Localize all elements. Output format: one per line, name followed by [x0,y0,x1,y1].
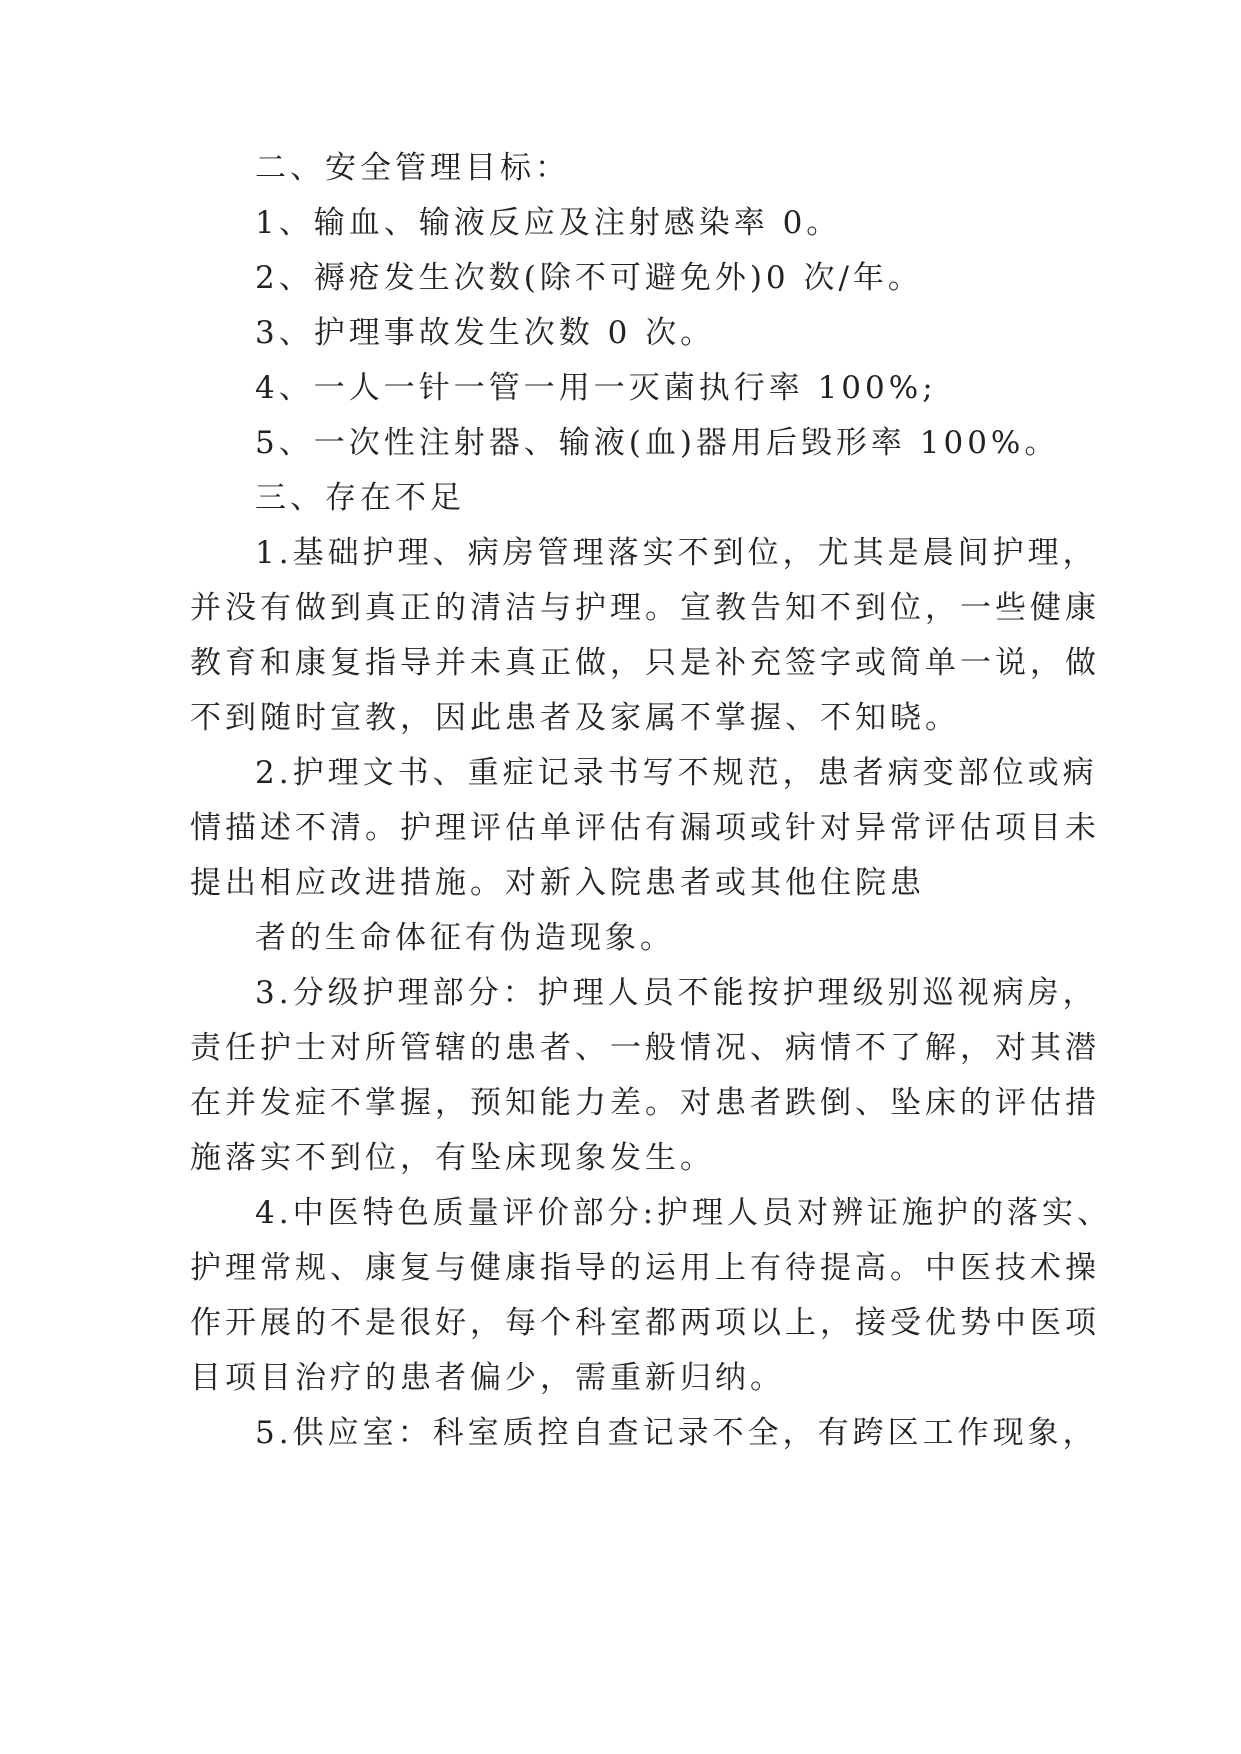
paragraph-5-line-1: 5.供应室：科室质控自查记录不全，有跨区工作现象， [255,1415,1098,1451]
paragraph-1-line-1: 1.基础护理、病房管理落实不到位，尤其是晨间护理， [255,535,1098,571]
goal-item-5: 5、一次性注射器、输液(血)器用后毁形率 100%。 [255,425,1060,461]
goal-item-4: 4、一人一针一管一用一灭菌执行率 100%; [255,370,937,406]
paragraph-3-line-3: 在并发症不掌握，预知能力差。对患者跌倒、坠床的评估措 [190,1085,1100,1121]
paragraph-3-line-1: 3.分级护理部分：护理人员不能按护理级别巡视病房， [255,975,1098,1011]
paragraph-4-line-1: 4.中医特色质量评价部分:护理人员对辨证施护的落实、 [255,1195,1113,1231]
paragraph-4-line-3: 作开展的不是很好，每个科室都两项以上，接受优势中医项 [190,1305,1100,1341]
goal-item-1: 1、输血、输液反应及注射感染率 0。 [255,205,842,241]
section-heading-safety-goals: 二、安全管理目标： [255,150,570,186]
paragraph-2-line-4: 者的生命体征有伪造现象。 [255,920,675,956]
paragraph-4-line-4: 目项目治疗的患者偏少，需重新归纳。 [190,1360,785,1396]
paragraph-2-line-1: 2.护理文书、重症记录书写不规范，患者病变部位或病 [255,755,1098,791]
paragraph-2-line-3: 提出相应改进措施。对新入院患者或其他住院患 [190,865,925,901]
paragraph-2-line-2: 情描述不清。护理评估单评估有漏项或针对异常评估项目未 [190,810,1100,846]
section-heading-shortcomings: 三、存在不足 [255,480,465,516]
paragraph-1-line-4: 不到随时宣教，因此患者及家属不掌握、不知晓。 [190,700,960,736]
goal-item-2: 2、褥疮发生次数(除不可避免外)0 次/年。 [255,260,923,296]
goal-item-3: 3、护理事故发生次数 0 次。 [255,315,716,351]
paragraph-3-line-2: 责任护士对所管辖的患者、一般情况、病情不了解，对其潜 [190,1030,1100,1066]
paragraph-1-line-3: 教育和康复指导并未真正做，只是补充签字或简单一说，做 [190,645,1100,681]
paragraph-4-line-2: 护理常规、康复与健康指导的运用上有待提高。中医技术操 [190,1250,1100,1286]
paragraph-1-line-2: 并没有做到真正的清洁与护理。宣教告知不到位，一些健康 [190,590,1100,626]
paragraph-3-line-4: 施落实不到位，有坠床现象发生。 [190,1140,715,1176]
